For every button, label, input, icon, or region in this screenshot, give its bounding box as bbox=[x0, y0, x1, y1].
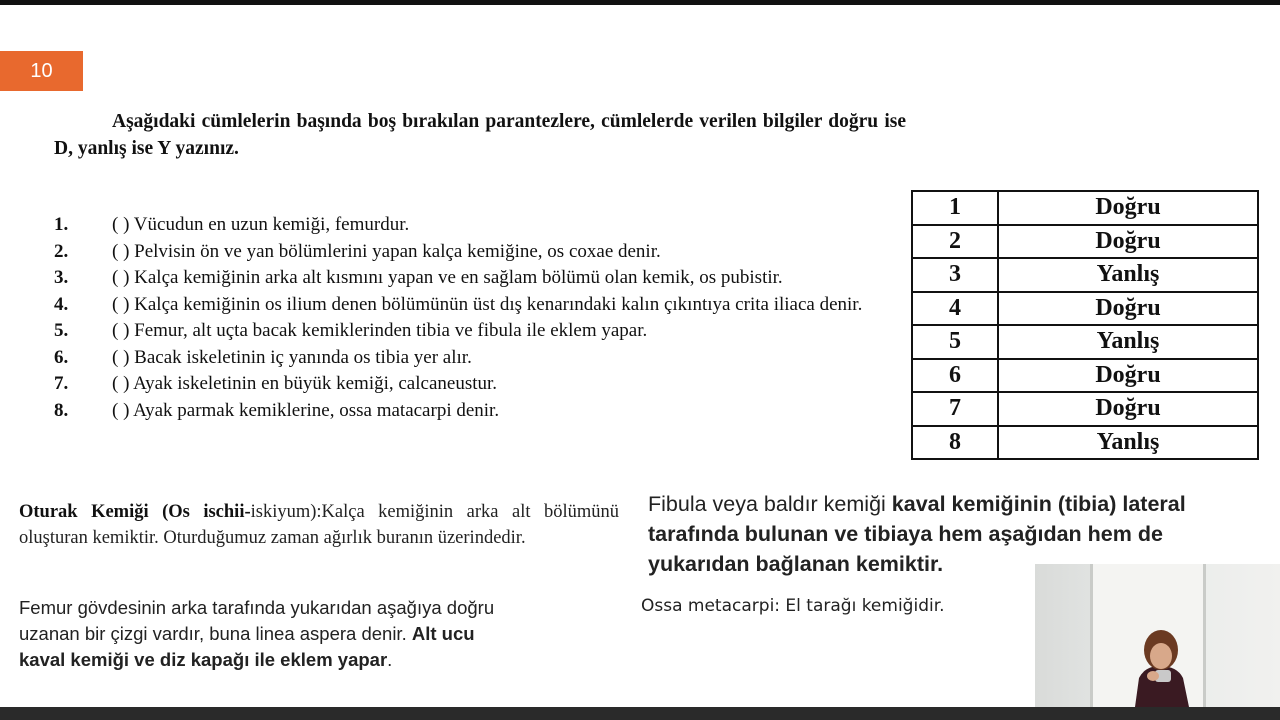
question-text: ( ) Ayak parmak kemiklerine, ossa matacarpi denir. bbox=[112, 399, 500, 421]
answer-key-table bbox=[911, 190, 1259, 460]
question-text: ( ) Pelvisin ön ve yan bölümlerini yapan kalça kemiğine, os coxae denir. bbox=[112, 240, 661, 262]
question-list bbox=[54, 212, 874, 424]
answer-row bbox=[912, 392, 1258, 426]
question-text: ( ) Kalça kemiğinin os ilium denen bölümünün üst dış kenarındaki kalın çıkıntıya crita iliaca denir. bbox=[112, 293, 863, 315]
presenter-silhouette bbox=[1105, 626, 1215, 707]
answer-number: 8 bbox=[912, 426, 998, 460]
question-number: 2. bbox=[54, 240, 69, 262]
slide-number-badge: 10 bbox=[0, 51, 83, 91]
answer-row bbox=[912, 191, 1258, 225]
question-item bbox=[54, 265, 874, 292]
question-number: 4. bbox=[54, 293, 69, 315]
question-number: 6. bbox=[54, 346, 69, 368]
note-os-ischii-title: Oturak Kemiği (Os ischii- bbox=[19, 502, 251, 522]
question-number: 5. bbox=[54, 320, 69, 341]
note-os-ischii bbox=[19, 499, 619, 551]
answer-row bbox=[912, 359, 1258, 393]
note-metacarpi: Ossa metacarpi: El tarağı kemiğidir. bbox=[641, 596, 945, 616]
question-text: ( ) Femur, alt uçta bacak kemiklerinden tibia ve fibula ile eklem yapar. bbox=[112, 320, 648, 341]
question-item bbox=[54, 318, 874, 345]
note-os-ischii-term: iskiyum): bbox=[250, 502, 322, 522]
answer-row bbox=[912, 258, 1258, 292]
answer-value: Doğru bbox=[998, 392, 1258, 426]
question-number: 8. bbox=[54, 399, 69, 421]
note-os-ischii-body: Kalça kemiğinin arka alt bölümünü oluşturan kemiktir. Oturduğumuz zaman ağırlık buranın üzerindedir. bbox=[19, 502, 619, 548]
answer-number: 7 bbox=[912, 392, 998, 426]
note-fibula-highlight: kaval kemiğinin (tibia) lateral tarafında bulunan ve tibiaya hem aşağıdan hem de yukarıdan bağlanan kemiktir. bbox=[648, 492, 1186, 576]
answer-value: Yanlış bbox=[998, 426, 1258, 460]
answer-number: 3 bbox=[912, 258, 998, 292]
question-number: 3. bbox=[54, 267, 69, 288]
answer-number: 1 bbox=[912, 191, 998, 225]
answer-value: Doğru bbox=[998, 225, 1258, 259]
answer-value: Doğru bbox=[998, 292, 1258, 326]
bottom-border bbox=[0, 707, 1280, 720]
question-item bbox=[54, 398, 874, 425]
answer-number: 4 bbox=[912, 292, 998, 326]
answer-value: Yanlış bbox=[998, 325, 1258, 359]
note-femur bbox=[19, 595, 519, 673]
question-number: 7. bbox=[54, 373, 69, 394]
answer-row bbox=[912, 426, 1258, 460]
instruction-text: Aşağıdaki cümlelerin başında boş bırakılan parantezlere, cümlelerde verilen bilgiler doğru ise D, yanlış ise Y yazınız. bbox=[54, 111, 906, 159]
question-text: ( ) Kalça kemiğinin arka alt kısmını yapan ve en sağlam bölümü olan kemik, os pubistir. bbox=[112, 267, 783, 288]
answer-value: Yanlış bbox=[998, 258, 1258, 292]
note-fibula-intro: Fibula veya baldır kemiği bbox=[648, 492, 892, 516]
answer-number: 2 bbox=[912, 225, 998, 259]
question-item bbox=[54, 292, 874, 319]
top-border bbox=[0, 0, 1280, 5]
question-text: ( ) Vücudun en uzun kemiği, femurdur. bbox=[112, 214, 410, 235]
answer-value: Doğru bbox=[998, 359, 1258, 393]
question-text: ( ) Ayak iskeletinin en büyük kemiği, calcaneustur. bbox=[112, 373, 498, 394]
note-femur-intro: Femur gövdesinin arka tarafında yukarıdan aşağıya doğru uzanan bir çizgi vardır, buna linea aspera denir. bbox=[19, 597, 495, 644]
question-text: ( ) Bacak iskeletinin iç yanında os tibia yer alır. bbox=[112, 346, 472, 368]
answer-number: 5 bbox=[912, 325, 998, 359]
answer-number: 6 bbox=[912, 359, 998, 393]
note-femur-end: . bbox=[387, 649, 393, 670]
answer-row bbox=[912, 292, 1258, 326]
webcam-overlay bbox=[1035, 564, 1280, 707]
answer-row bbox=[912, 225, 1258, 259]
question-item bbox=[54, 212, 874, 239]
question-item bbox=[54, 239, 874, 266]
question-number: 1. bbox=[54, 214, 69, 235]
answer-row bbox=[912, 325, 1258, 359]
question-item bbox=[54, 371, 874, 398]
answer-value: Doğru bbox=[998, 191, 1258, 225]
note-femur-highlight: Alt ucu kaval kemiği ve diz kapağı ile eklem yapar bbox=[19, 623, 475, 670]
question-item bbox=[54, 345, 874, 372]
